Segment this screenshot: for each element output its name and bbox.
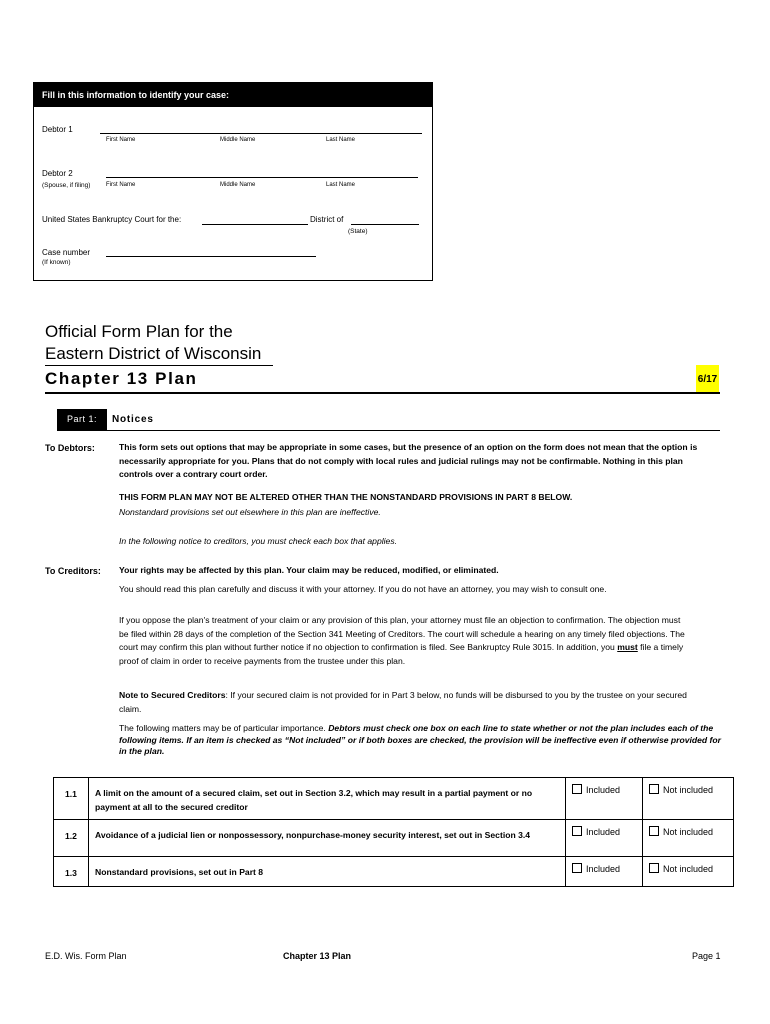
item-number: 1.2 bbox=[54, 820, 89, 857]
table-row bbox=[54, 857, 734, 887]
must-emphasis: must bbox=[617, 642, 638, 652]
item-description: Nonstandard provisions, set out in Part 8 bbox=[89, 857, 566, 887]
debtor2-name-field[interactable] bbox=[106, 177, 418, 178]
part1-title: Notices bbox=[112, 414, 154, 425]
debtor1-last-name-caption: Last Name bbox=[326, 137, 356, 143]
checkbox-icon[interactable] bbox=[572, 784, 582, 794]
item-number: 1.3 bbox=[54, 857, 89, 887]
debtor1-first-name-caption: First Name bbox=[106, 137, 136, 143]
case-info-header: Fill in this information to identify your case: bbox=[34, 83, 432, 107]
table-row bbox=[54, 778, 734, 820]
table-row bbox=[54, 820, 734, 857]
item-description: Avoidance of a judicial lien or nonpossessory, nonpurchase-money security interest, set out in Section 3.4 bbox=[89, 820, 566, 857]
not-included-checkbox-cell[interactable]: Not included bbox=[643, 820, 734, 857]
checkbox-icon[interactable] bbox=[649, 784, 659, 794]
particular-importance-paragraph: The following matters may be of particular importance. Debtors must check one box on each line to state whether or not the plan includes each of the following items. If an item is checked as “Not included” or if both boxes are checked, the provision will be ineffective even if otherwise provided for in the plan. bbox=[119, 723, 722, 756]
debtor2-last-name-caption: Last Name bbox=[326, 182, 356, 188]
not-included-checkbox-cell[interactable]: Not included bbox=[643, 857, 734, 887]
part1-tab: Part 1: bbox=[57, 409, 107, 430]
debtor2-spouse-caption: (Spouse, if filing) bbox=[42, 182, 91, 189]
court-field[interactable] bbox=[202, 224, 308, 225]
case-number-field[interactable] bbox=[106, 256, 316, 257]
version-badge: 6/17 bbox=[696, 365, 719, 392]
debtor1-name-field[interactable] bbox=[100, 133, 422, 134]
plan-items-table bbox=[53, 777, 734, 887]
district-label: District of bbox=[310, 215, 344, 224]
case-number-caption: (If known) bbox=[42, 259, 71, 266]
creditors-rights-heading: Your rights may be affected by this plan. Your claim may be reduced, modified, or eliminated. bbox=[119, 565, 499, 575]
included-checkbox-cell[interactable]: Included bbox=[566, 857, 643, 887]
included-checkbox-cell[interactable]: Included bbox=[566, 820, 643, 857]
to-debtors-label: To Debtors: bbox=[45, 443, 95, 453]
secured-creditors-note: Note to Secured Creditors: If your secured claim is not provided for in Part 3 below, no funds will be disbursed to you by the trustee on your secured claim. bbox=[119, 690, 687, 714]
debtor1-label: Debtor 1 bbox=[42, 125, 73, 134]
state-caption: (State) bbox=[348, 228, 368, 235]
item-description: A limit on the amount of a secured claim, set out in Section 3.2, which may result in a partial payment or no payment at all to the secured creditor bbox=[89, 778, 566, 820]
debtors-alteration-notice: THIS FORM PLAN MAY NOT BE ALTERED OTHER THAN THE NONSTANDARD PROVISIONS IN PART 8 BELOW. bbox=[119, 492, 573, 502]
debtors-checkbox-instruction: In the following notice to creditors, you must check each box that applies. bbox=[119, 536, 398, 546]
debtors-nonstandard-note: Nonstandard provisions set out elsewhere in this plan are ineffective. bbox=[119, 507, 381, 517]
checkbox-icon[interactable] bbox=[572, 863, 582, 873]
part1-rule bbox=[57, 430, 720, 431]
title-divider bbox=[45, 365, 273, 366]
form-title-line1: Official Form Plan for the bbox=[45, 322, 233, 341]
item-number: 1.1 bbox=[54, 778, 89, 820]
title-rule bbox=[45, 392, 720, 394]
checkbox-icon[interactable] bbox=[649, 863, 659, 873]
debtor2-middle-name-caption: Middle Name bbox=[220, 182, 256, 188]
case-info-box bbox=[33, 82, 433, 281]
chapter-title: Chapter 13 Plan bbox=[45, 369, 198, 388]
debtors-paragraph: This form sets out options that may be appropriate in some cases, but the presence of an option on the form does not mean that the option is necessarily appropriate for you. Plans that do not comply with local rules and judicial rulings may not be confirmable. Nothing in this plan controls over a contrary court order. bbox=[119, 442, 698, 479]
case-number-label: Case number bbox=[42, 248, 91, 257]
checkbox-icon[interactable] bbox=[572, 826, 582, 836]
debtor2-first-name-caption: First Name bbox=[106, 182, 136, 188]
footer-chapter: Chapter 13 Plan bbox=[283, 951, 352, 961]
court-label: United States Bankruptcy Court for the: bbox=[42, 215, 182, 224]
creditors-objection-paragraph: If you oppose the plan's treatment of your claim or any provision of this plan, your attorney must file an objection to confirmation. The objection must be filed within 28 days of the completion of the Section 341 Meeting of Creditors. The court will schedule a hearing on any timely filed objections. The court may confirm this plan without further notice if no objection to confirmation is filed. See Bankruptcy Rule 3015. In addition, you must file a timely proof of claim in order to receive payments from the trustee under this plan. bbox=[119, 615, 685, 666]
checkbox-icon[interactable] bbox=[649, 826, 659, 836]
footer-page-number: Page 1 bbox=[692, 951, 721, 961]
to-creditors-label: To Creditors: bbox=[45, 566, 101, 576]
debtor2-label: Debtor 2 bbox=[42, 169, 73, 178]
state-field[interactable] bbox=[351, 224, 419, 225]
included-checkbox-cell[interactable]: Included bbox=[566, 778, 643, 820]
creditors-read-paragraph: You should read this plan carefully and discuss it with your attorney. If you do not have an attorney, you may wish to consult one. bbox=[119, 584, 607, 594]
form-title-line2: Eastern District of Wisconsin bbox=[45, 344, 262, 363]
debtor1-middle-name-caption: Middle Name bbox=[220, 137, 256, 143]
footer-form-name: E.D. Wis. Form Plan bbox=[45, 951, 127, 961]
not-included-checkbox-cell[interactable]: Not included bbox=[643, 778, 734, 820]
